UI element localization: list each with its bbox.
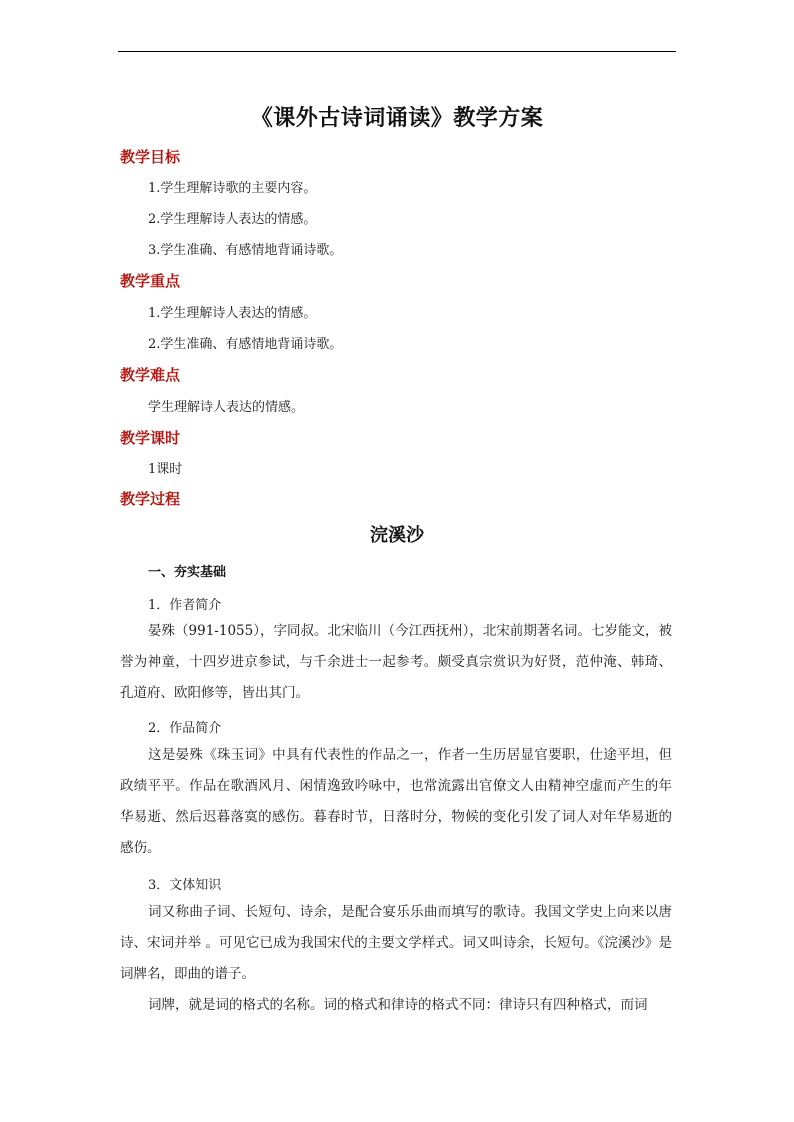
document-title: 《课外古诗词诵读》教学方案 bbox=[250, 106, 544, 131]
work-heading: 2．作品简介 bbox=[148, 721, 222, 736]
key-point-item-2: 2.学生准确、有感情地背诵诗歌。 bbox=[148, 337, 343, 352]
author-heading: 1．作者简介 bbox=[148, 598, 222, 613]
key-point-item-1: 1.学生理解诗人表达的情感。 bbox=[148, 306, 317, 321]
heading-objectives: 教学目标 bbox=[120, 148, 181, 166]
poem-title: 浣溪沙 bbox=[370, 525, 424, 546]
part1-heading: 一、夯实基础 bbox=[148, 565, 227, 580]
difficulty-item-1: 学生理解诗人表达的情感。 bbox=[148, 400, 305, 415]
objective-item-3: 3.学生准确、有感情地背诵诗歌。 bbox=[148, 243, 343, 258]
heading-key-points: 教学重点 bbox=[120, 272, 181, 290]
genre-paragraph: 词又称曲子词、长短句、诗余，是配合宴乐乐曲而填写的歌诗。我国文学史上向来以唐诗、宋词并举 。可见它已成为我国宋代的主要文学样式。词又叫诗余，长短句。《浣溪沙》是词牌名，即曲的谱子。 bbox=[120, 904, 672, 982]
heading-difficulties: 教学难点 bbox=[120, 366, 181, 384]
heading-class-hours: 教学课时 bbox=[120, 429, 181, 447]
genre-heading: 3．文体知识 bbox=[148, 878, 222, 893]
author-paragraph: 晏殊（991-1055），字同叔。北宋临川（今江西抚州），北宋前期著名词。七岁能文，被誉为神童，十四岁进京参试，与千余进士一起参考。颇受真宗赏识为好贤，范仲淹、韩琦、孔道府、欧阳修等，皆出其门。 bbox=[120, 623, 672, 701]
header-rule bbox=[118, 51, 676, 52]
class-hours-item: 1课时 bbox=[148, 462, 183, 477]
objective-item-2: 2.学生理解诗人表达的情感。 bbox=[148, 212, 317, 227]
objective-item-1: 1.学生理解诗歌的主要内容。 bbox=[148, 181, 317, 196]
work-paragraph: 这是晏殊《珠玉词》中具有代表性的作品之一，作者一生历居显官要职，仕途平坦，但政绩平平。作品在歌酒风月、闲情逸致吟咏中，也常流露出官僚文人由精神空虚而产生的年华易逝、然后迟暮落寞的感伤。暮春时节，日落时分，物候的变化引发了词人对年华易逝的感伤。 bbox=[120, 747, 672, 856]
cipai-paragraph: 词牌，就是词的格式的名称。词的格式和律诗的格式不同：律诗只有四种格式，而词 bbox=[148, 997, 648, 1013]
heading-process: 教学过程 bbox=[120, 490, 181, 508]
